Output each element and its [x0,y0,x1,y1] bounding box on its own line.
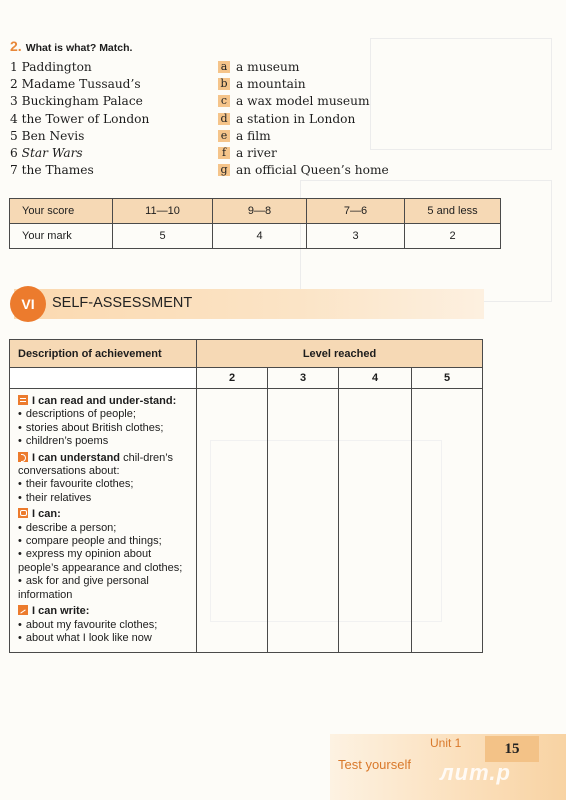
exercise-number: 2. [10,38,22,54]
mark-cell: 3 [307,224,405,249]
exercise-heading [10,38,132,54]
letter-badge: f [218,147,230,159]
match-right-item [218,145,389,162]
match-left-item: 1 Paddington [10,60,92,74]
list-item: • about what I look like now [18,632,188,645]
match-right-text: a river [236,145,277,160]
list-item: • children’s poems [18,435,188,448]
mark-row-label: Your mark [10,224,113,249]
writing-icon [18,605,28,615]
self-assessment-table [9,339,483,653]
list-item: • describe a person; [18,522,188,535]
block-title: I can: [32,508,61,521]
match-left-column [10,59,149,179]
level-2-cell [197,389,268,653]
speaking-block [18,508,188,602]
score-cell: 5 and less [405,199,501,224]
mark-cell: 4 [213,224,307,249]
film-title: Star Wars [21,145,83,160]
list-item: • express my opinion about people’s appearance and clothes; [18,548,188,575]
match-right-item [218,128,389,145]
letter-badge: e [218,130,230,142]
letter-badge: b [218,78,230,90]
level-column: 2 [197,368,268,389]
list-item: • ask for and give personal information [18,575,188,602]
score-cell: 9—8 [213,199,307,224]
mark-row [10,224,501,249]
section-badge: VI [10,286,46,322]
match-right-item [218,76,389,93]
match-left-item: 7 the Thames [10,163,94,178]
letter-badge: c [218,95,230,107]
block-title: I can write: [32,605,90,618]
listening-block [18,452,188,506]
list-item: • stories about British clothes; [18,422,188,435]
list-item: • about my favourite clothes; [18,619,188,632]
item-number: 6 [10,145,22,160]
match-right-text: a mountain [236,77,306,92]
level-column: 5 [412,368,483,389]
match-left-item: 4 the Tower of London [10,111,150,126]
level-subheader-row [10,368,483,389]
match-right-text: an official Queen’s home [236,163,389,178]
score-cell: 7—6 [307,199,405,224]
achievements-cell [10,389,197,653]
score-table [9,198,501,249]
score-cell: 11—10 [113,199,213,224]
match-right-item [218,59,389,76]
description-header: Description of achievement [10,340,197,368]
match-right-item [218,111,389,128]
writing-block [18,605,188,645]
listening-icon [18,452,28,462]
match-right-item [218,93,389,110]
level-4-cell [339,389,412,653]
speaking-icon [18,508,28,518]
list-item: • their relatives [18,492,188,505]
match-right-text: a station in London [236,111,356,126]
letter-badge: g [218,164,230,176]
list-item: • compare people and things; [18,535,188,548]
match-right-item [218,162,389,179]
section-title: SELF-ASSESSMENT [52,295,193,311]
match-left-item [10,145,149,162]
match-left-item: 3 Buckingham Palace [10,94,143,109]
reading-icon [18,395,28,405]
show-through-shadow [370,38,552,150]
table-header-row [10,340,483,368]
exercise-instruction: What is what? Match. [25,42,133,54]
match-right-column [218,59,389,179]
level-header: Level reached [197,340,483,368]
match-left-item: 2 Madame Tussaud’s [10,77,141,92]
list-item: • their favourite clothes; [18,478,188,491]
letter-badge: a [218,61,230,73]
level-column: 3 [268,368,339,389]
unit-label: Unit 1 [430,736,462,750]
block-title-rest: chil-dren’s conversations about: [18,451,174,478]
list-item: • descriptions of people; [18,408,188,421]
watermark: лит.р [440,760,511,785]
page-number: 15 [485,736,539,762]
match-right-text: a film [236,128,271,143]
level-column: 4 [339,368,412,389]
section-name: Test yourself [338,757,411,772]
match-right-text: a wax model museum [236,94,370,109]
match-left-item: 5 Ben Nevis [10,128,85,143]
achievements-row [10,389,483,653]
level-5-cell [412,389,483,653]
blank-cell [10,368,197,389]
letter-badge: d [218,113,230,125]
score-row-label: Your score [10,199,113,224]
mark-cell: 2 [405,224,501,249]
block-title: I can read and under-stand: [32,395,177,407]
score-row [10,199,501,224]
block-title: I can understand [32,451,121,464]
reading-block [18,395,188,449]
match-right-text: a museum [236,60,300,74]
level-3-cell [268,389,339,653]
mark-cell: 5 [113,224,213,249]
